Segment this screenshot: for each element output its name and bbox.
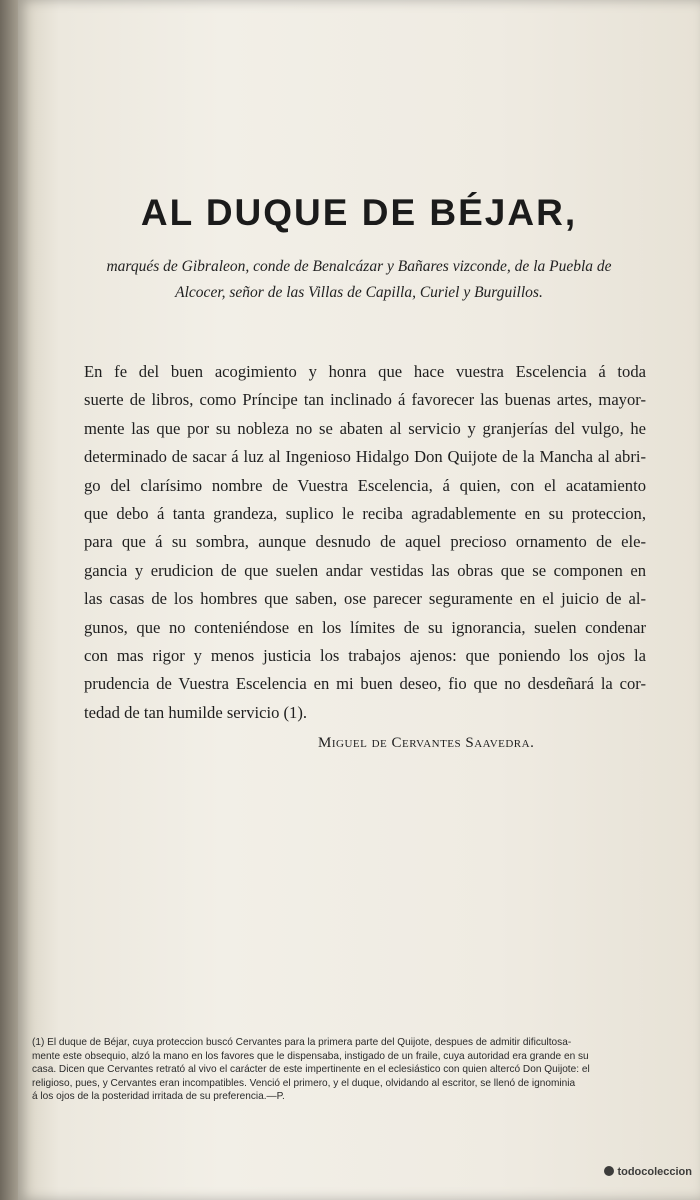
- author-signature: Miguel de Cervantes Saavedra.: [318, 735, 535, 751]
- body-line: para que á su sombra, aunque desnudo de aquel precioso ornamento de ele-: [84, 532, 646, 552]
- book-spine-shadow: [0, 0, 18, 1200]
- body-line: determinado de sacar á luz al Ingenioso Hidalgo Don Quijote de la Mancha al abri-: [84, 447, 646, 467]
- book-page: [18, 0, 700, 1200]
- watermark-logo-icon: [604, 1166, 614, 1176]
- dedication-title: AL DUQUE DE BÉJAR,: [140, 192, 578, 233]
- footnote-line: mente este obsequio, alzó la mano en los favores que le dispensaba, instigado de un fraile, cuya autoridad era grande en su: [32, 1050, 589, 1062]
- subtitle-line: marqués de Gibraleon, conde de Benalcázar y Bañares vizconde, de la Puebla de: [106, 258, 612, 275]
- watermark: [604, 1166, 692, 1178]
- body-line: go del clarísimo nombre de Vuestra Escelencia, á quien, con el acatamiento: [84, 475, 646, 495]
- dedication-subtitle: [30, 254, 688, 306]
- footnote: [32, 1036, 688, 1104]
- body-line: mente las que por su nobleza no se abaten al servicio y granjerías del vulgo, he: [84, 418, 646, 438]
- footnote-line: casa. Dicen que Cervantes retrató al vivo el carácter de este impertinente en el eclesiástico con quien altercó Don Quijote: el: [32, 1064, 590, 1076]
- body-line: con mas rigor y menos justicia los trabajos ajenos: que poniendo los ojos la: [84, 646, 646, 666]
- body-line: prudencia de Vuestra Escelencia en mi buen deseo, fio que no desdeñará la cor-: [84, 674, 646, 694]
- watermark-text: todocoleccion: [617, 1166, 692, 1178]
- dedication-body: [84, 358, 646, 727]
- body-line: las casas de los hombres que saben, ose parecer seguramente en el juicio de al-: [84, 589, 646, 609]
- footnote-line: religioso, pues, y Cervantes eran incompatibles. Venció el primero, y el duque, olvidando al escritor, se llenó de ignominia: [32, 1077, 576, 1089]
- body-line: gancia y erudicion de que suelen andar vestidas las obras que se componen en: [84, 560, 646, 580]
- subtitle-line: Alcocer, señor de las Villas de Capilla, Curiel y Burguillos.: [175, 284, 543, 301]
- body-line: que debo á tanta grandeza, suplico le reciba agradablemente en su proteccion,: [84, 504, 646, 524]
- body-line: suerte de libros, como Príncipe tan inclinado á favorecer las buenas artes, mayor-: [84, 390, 646, 410]
- body-line: tedad de tan humilde servicio (1).: [84, 702, 308, 722]
- footnote-line: á los ojos de la posteridad irritada de su preferencia.—P.: [32, 1091, 285, 1103]
- footnote-line: (1) El duque de Béjar, cuya proteccion buscó Cervantes para la primera parte del Quijote, despues de admitir dificultosa-: [32, 1037, 572, 1048]
- body-line: gunos, que no conteniéndose en los límites de su ignorancia, suelen condenar: [84, 617, 646, 637]
- body-line: En fe del buen acogimiento y honra que hace vuestra Escelencia á toda: [84, 362, 646, 381]
